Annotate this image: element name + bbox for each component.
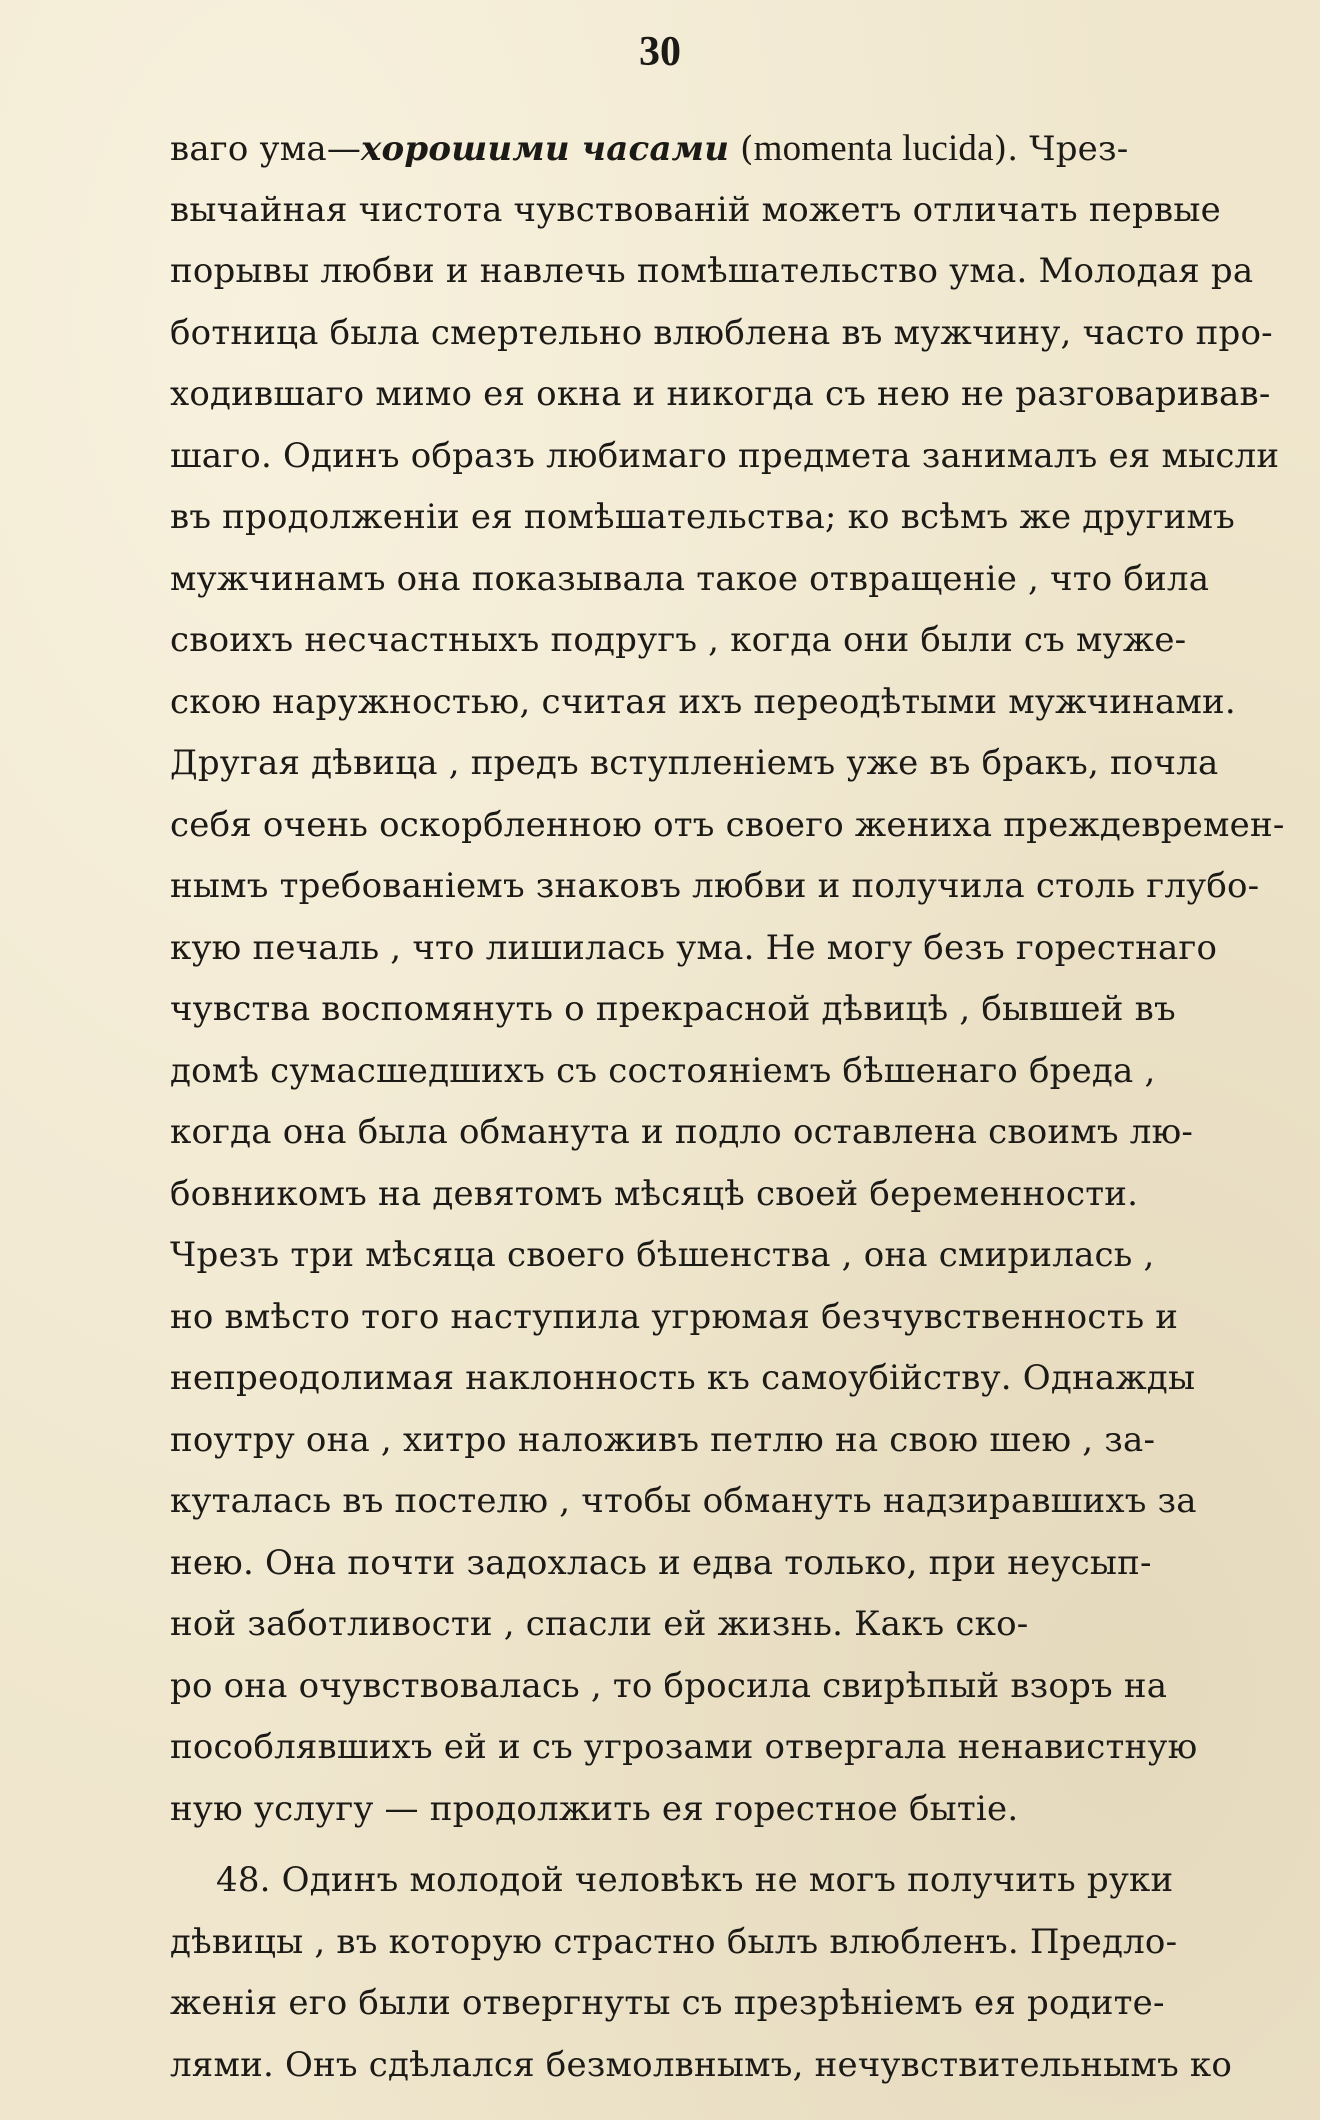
latin-phrase: momenta lucida [753,128,994,169]
text-line: кую печаль , что лишилась ума. Не могу безъ горестнаго [170,927,1218,968]
text-line: куталась въ постелю , чтобы обмануть надзиравшихъ за [170,1481,1197,1521]
page-number: 30 [639,29,681,75]
text-line [170,118,1300,180]
text-line: женія его были отвергнуты съ презрѣніемъ ея родите- [170,1983,1165,2023]
text-line: 48. Одинъ молодой человѣкъ не могъ получить руки [216,1860,1174,1900]
text-line: шаго. Одинъ образъ любимаго предмета занималъ ея мысли [170,435,1280,476]
text-line: домѣ сумасшедшихъ съ состояніемъ бѣшенаго бреда , [170,1050,1156,1091]
text-line: скою наружностью, считая ихъ переодѣтыми мужчинами. [170,681,1236,722]
text-line: непреодолимая наклонность къ самоубійству. Однажды [170,1358,1196,1398]
text-line: порывы любви и навлечь помѣшательство ума. Молодая ра [170,251,1254,291]
text-line: ную услугу — продолжить ея горестное бытіе. [170,1788,1019,1829]
text-line: ботница была смертельно влюблена въ мужчину, часто про- [170,312,1273,353]
text-line: мужчинамъ она показывала такое отвращеніе , что била [170,558,1210,599]
italic-phrase: хорошими часами [361,129,730,169]
text-line: себя очень оскорбленною отъ своего жениха преждевремен- [170,804,1285,845]
text-run: ). Чрез- [993,129,1129,169]
text-line: ро она очувствовалась , то бросила свирѣпый взоръ на [170,1665,1168,1706]
text-line: дѣвицы , въ которую страстно былъ влюбленъ. Предло- [170,1921,1178,1962]
text-line: ной заботливости , спасли ей жизнь. Какъ ско- [170,1604,1029,1644]
paragraph-1 [170,118,1300,1840]
text-line: лями. Онъ сдѣлался безмолвнымъ, нечувствительнымъ ко [170,2044,1233,2085]
text-line: вычайная чистота чувствованій можетъ отличать первые [170,189,1221,230]
text-line: нымъ требованіемъ знаковъ любви и получила столь глубо- [170,866,1260,906]
text-line: въ продолженіи ея помѣшательства; ко всѣмъ же другимъ [170,497,1235,537]
text-run: ваго ума— [170,129,362,169]
text-line: поутру она , хитро наложивъ петлю на свою шею , за- [170,1419,1156,1460]
text-line: когда она была обманута и подло оставлена своимъ лю- [170,1112,1194,1152]
text-line: Чрезъ три мѣсяца своего бѣшенства , она смирилась , [170,1235,1155,1275]
text-line: Другая дѣвица , предъ вступленіемъ уже въ бракъ, почла [170,743,1219,783]
text-run: ( [729,129,754,169]
text-line: ходившаго мимо ея окна и никогда съ нею не разговаривав- [170,374,1271,414]
text-line: но вмѣсто того наступила угрюмая безчувственность и [170,1296,1179,1337]
text-line: своихъ несчастныхъ подругъ , когда они были съ муже- [170,620,1187,660]
text-line: бовникомъ на девятомъ мѣсяцѣ своей беременности. [170,1173,1139,1214]
text-line: нею. Она почти задохлась и едва только, при неусып- [170,1542,1152,1583]
text-line: пособлявшихъ ей и съ угрозами отвергала ненавистную [170,1727,1198,1767]
text-line: чувства воспомянуть о прекрасной дѣвицѣ , бывшей въ [170,989,1176,1029]
body-text [170,118,1300,2096]
paragraph-48 [170,1850,1300,2096]
